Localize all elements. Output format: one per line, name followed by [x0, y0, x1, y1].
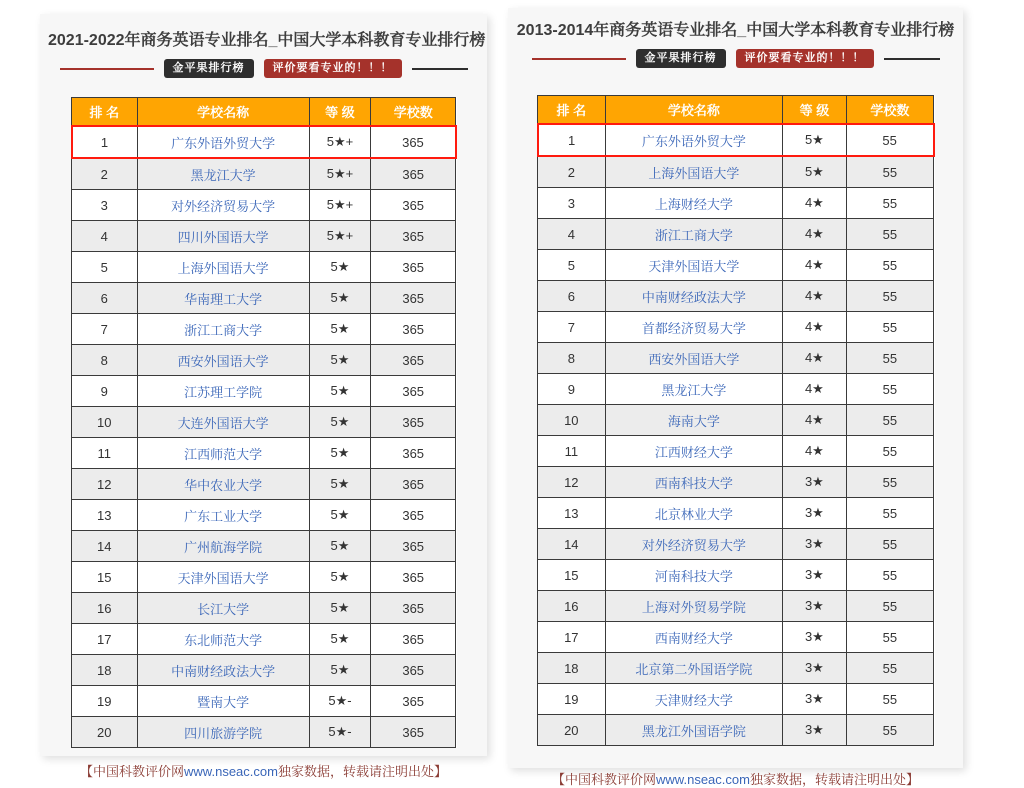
- rank-cell: 17: [538, 622, 606, 653]
- source-note: [508, 769, 963, 788]
- school-count-cell: 365: [371, 717, 456, 748]
- school-name-cell[interactable]: 四川外国语大学: [137, 221, 309, 252]
- school-count-cell: 55: [846, 124, 933, 156]
- school-name-cell[interactable]: 西安外国语大学: [137, 345, 309, 376]
- school-name-cell[interactable]: 四川旅游学院: [137, 717, 309, 748]
- school-count-cell: 365: [371, 686, 456, 717]
- school-count-cell: 55: [846, 436, 933, 467]
- school-name-cell[interactable]: 江西财经大学: [605, 436, 782, 467]
- school-count-cell: 365: [371, 438, 456, 469]
- rank-cell: 11: [72, 438, 138, 469]
- rank-cell: 3: [538, 188, 606, 219]
- table-row: [538, 374, 934, 405]
- table-row: [538, 436, 934, 467]
- rank-cell: 12: [72, 469, 138, 500]
- rank-cell: 16: [538, 591, 606, 622]
- grade-cell: 3★: [783, 529, 847, 560]
- school-name-cell[interactable]: 广东工业大学: [137, 500, 309, 531]
- school-count-cell: 365: [371, 624, 456, 655]
- rank-cell: 7: [538, 312, 606, 343]
- school-name-cell[interactable]: 西南科技大学: [605, 467, 782, 498]
- ranking-table: [71, 97, 457, 748]
- table-row: [72, 438, 456, 469]
- table-row: [538, 156, 934, 188]
- school-name-cell[interactable]: 海南大学: [605, 405, 782, 436]
- rank-cell: 20: [538, 715, 606, 746]
- grade-cell: 4★: [783, 312, 847, 343]
- school-name-cell[interactable]: 天津外国语大学: [137, 562, 309, 593]
- rank-cell: 14: [538, 529, 606, 560]
- school-count-cell: 365: [371, 158, 456, 190]
- grade-cell: 5★: [783, 124, 847, 156]
- table-header-row: [72, 98, 456, 127]
- table-row: [538, 653, 934, 684]
- grade-cell: 3★: [783, 622, 847, 653]
- table-row: [72, 531, 456, 562]
- school-count-cell: 55: [846, 622, 933, 653]
- rank-cell: 18: [538, 653, 606, 684]
- ranking-panel-2013-2014: [508, 8, 963, 787]
- grade-cell: 5★: [309, 345, 371, 376]
- rank-cell: 8: [538, 343, 606, 374]
- source-note: [40, 761, 487, 780]
- table-row: [72, 593, 456, 624]
- grade-cell: 5★: [309, 624, 371, 655]
- rank-cell: 5: [72, 252, 138, 283]
- school-count-cell: 55: [846, 498, 933, 529]
- school-count-cell: 55: [846, 188, 933, 219]
- table-row: [72, 345, 456, 376]
- school-count-cell: 55: [846, 405, 933, 436]
- column-header-rank: 排 名: [538, 96, 606, 125]
- school-name-cell[interactable]: 东北师范大学: [137, 624, 309, 655]
- column-header-school-count: 学校数: [846, 96, 933, 125]
- rank-cell: 1: [538, 124, 606, 156]
- grade-cell: 5★: [309, 593, 371, 624]
- column-header-school-name: 学校名称: [137, 98, 309, 127]
- grade-cell: 4★: [783, 374, 847, 405]
- rank-cell: 13: [72, 500, 138, 531]
- school-count-cell: 55: [846, 715, 933, 746]
- rank-cell: 1: [72, 126, 138, 158]
- school-name-cell[interactable]: 上海外国语大学: [137, 252, 309, 283]
- table-row: [538, 312, 934, 343]
- school-count-cell: 365: [371, 283, 456, 314]
- grade-cell: 5★: [309, 562, 371, 593]
- school-name-cell[interactable]: 河南科技大学: [605, 560, 782, 591]
- table-row: [72, 314, 456, 345]
- school-count-cell: 365: [371, 531, 456, 562]
- grade-cell: 5★: [309, 469, 371, 500]
- school-count-cell: 55: [846, 312, 933, 343]
- school-count-cell: 365: [371, 593, 456, 624]
- school-name-cell[interactable]: 对外经济贸易大学: [137, 190, 309, 221]
- grade-cell: 3★: [783, 684, 847, 715]
- grade-cell: 4★: [783, 188, 847, 219]
- table-row: [538, 281, 934, 312]
- table-row: [72, 158, 456, 190]
- school-name-cell[interactable]: 暨南大学: [137, 686, 309, 717]
- school-count-cell: 55: [846, 250, 933, 281]
- school-name-cell[interactable]: 大连外国语大学: [137, 407, 309, 438]
- table-row: [72, 252, 456, 283]
- school-count-cell: 365: [371, 252, 456, 283]
- grade-cell: 5★: [309, 531, 371, 562]
- column-header-grade: 等 级: [783, 96, 847, 125]
- school-count-cell: 55: [846, 343, 933, 374]
- rank-cell: 5: [538, 250, 606, 281]
- panel-title: 2013-2014年商务英语专业排名_中国大学本科教育专业排行榜: [516, 22, 955, 39]
- table-row: [538, 250, 934, 281]
- table-row: [538, 715, 934, 746]
- rank-cell: 6: [538, 281, 606, 312]
- grade-cell: 5★: [309, 407, 371, 438]
- table-row: [538, 684, 934, 715]
- table-row: [72, 376, 456, 407]
- school-name-cell[interactable]: 广东外语外贸大学: [137, 126, 309, 158]
- school-name-cell[interactable]: 上海财经大学: [605, 188, 782, 219]
- school-count-cell: 55: [846, 467, 933, 498]
- grade-cell: 3★: [783, 560, 847, 591]
- school-count-cell: 365: [371, 190, 456, 221]
- table-row: [72, 686, 456, 717]
- table-row: [72, 717, 456, 748]
- table-row: [72, 126, 456, 158]
- grade-cell: 3★: [783, 498, 847, 529]
- table-row: [538, 188, 934, 219]
- grade-cell: 4★: [783, 405, 847, 436]
- grade-cell: 4★: [783, 436, 847, 467]
- rank-cell: 15: [72, 562, 138, 593]
- grade-cell: 4★: [783, 343, 847, 374]
- jinpingguo-ranking-badge: 金平果排行榜: [636, 49, 726, 68]
- grade-cell: 5★-: [309, 717, 371, 748]
- table-row: [72, 624, 456, 655]
- table-row: [538, 560, 934, 591]
- source-note-suffix: 独家数据，转载请注明出处】: [749, 772, 919, 787]
- school-name-cell[interactable]: 黑龙江大学: [137, 158, 309, 190]
- school-name-cell[interactable]: 天津财经大学: [605, 684, 782, 715]
- rank-cell: 2: [538, 156, 606, 188]
- school-count-cell: 55: [846, 219, 933, 250]
- table-row: [538, 591, 934, 622]
- source-note-prefix: 【中国科教评价网: [80, 764, 185, 779]
- grade-cell: 5★+: [309, 126, 371, 158]
- school-name-cell[interactable]: 长江大学: [137, 593, 309, 624]
- grade-cell: 5★: [309, 252, 371, 283]
- grade-cell: 5★: [309, 283, 371, 314]
- table-row: [538, 343, 934, 374]
- school-name-cell[interactable]: 浙江工商大学: [137, 314, 309, 345]
- school-count-cell: 55: [846, 374, 933, 405]
- school-count-cell: 365: [371, 314, 456, 345]
- table-row: [538, 405, 934, 436]
- source-note-suffix: 独家数据，转载请注明出处】: [277, 764, 447, 779]
- badge-row: [508, 49, 963, 68]
- nseac-link[interactable]: www.nseac.com: [184, 764, 278, 779]
- school-count-cell: 365: [371, 469, 456, 500]
- rank-cell: 19: [72, 686, 138, 717]
- grade-cell: 5★: [309, 438, 371, 469]
- rank-cell: 10: [538, 405, 606, 436]
- rank-cell: 6: [72, 283, 138, 314]
- grade-cell: 4★: [783, 219, 847, 250]
- school-count-cell: 55: [846, 156, 933, 188]
- table-row: [72, 221, 456, 252]
- panel-title: 2021-2022年商务英语专业排名_中国大学本科教育专业排行榜: [48, 32, 486, 49]
- rank-cell: 8: [72, 345, 138, 376]
- school-count-cell: 365: [371, 407, 456, 438]
- slogan-badge: 评价要看专业的！！！: [264, 59, 402, 78]
- rank-cell: 17: [72, 624, 138, 655]
- school-count-cell: 365: [371, 562, 456, 593]
- grade-cell: 5★+: [309, 158, 371, 190]
- ranking-table: [537, 95, 935, 746]
- grade-cell: 5★: [309, 376, 371, 407]
- rank-cell: 16: [72, 593, 138, 624]
- school-name-cell[interactable]: 北京第二外国语学院: [605, 653, 782, 684]
- rank-cell: 9: [72, 376, 138, 407]
- school-name-cell[interactable]: 浙江工商大学: [605, 219, 782, 250]
- table-row: [538, 219, 934, 250]
- table-row: [538, 467, 934, 498]
- school-name-cell[interactable]: 中南财经政法大学: [605, 281, 782, 312]
- column-header-school-count: 学校数: [371, 98, 456, 127]
- school-name-cell[interactable]: 广东外语外贸大学: [605, 124, 782, 156]
- school-count-cell: 365: [371, 655, 456, 686]
- rank-cell: 7: [72, 314, 138, 345]
- grade-cell: 3★: [783, 591, 847, 622]
- rank-cell: 19: [538, 684, 606, 715]
- table-row: [72, 562, 456, 593]
- school-name-cell[interactable]: 对外经济贸易大学: [605, 529, 782, 560]
- school-name-cell[interactable]: 黑龙江大学: [605, 374, 782, 405]
- rank-cell: 9: [538, 374, 606, 405]
- school-name-cell[interactable]: 华中农业大学: [137, 469, 309, 500]
- jinpingguo-ranking-badge: 金平果排行榜: [164, 59, 254, 78]
- table-row: [538, 124, 934, 156]
- grade-cell: 5★-: [309, 686, 371, 717]
- nseac-link[interactable]: www.nseac.com: [656, 772, 750, 787]
- divider-line-red: [532, 58, 626, 60]
- ranking-panel-2021-2022: [40, 14, 487, 779]
- table-row: [72, 469, 456, 500]
- divider-line-black: [412, 68, 468, 70]
- table-row: [72, 500, 456, 531]
- rank-cell: 2: [72, 158, 138, 190]
- grade-cell: 4★: [783, 250, 847, 281]
- school-count-cell: 365: [371, 500, 456, 531]
- school-count-cell: 55: [846, 529, 933, 560]
- school-name-cell[interactable]: 上海对外贸易学院: [605, 591, 782, 622]
- school-name-cell[interactable]: 黑龙江外国语学院: [605, 715, 782, 746]
- school-name-cell[interactable]: 西安外国语大学: [605, 343, 782, 374]
- grade-cell: 5★+: [309, 221, 371, 252]
- school-count-cell: 55: [846, 560, 933, 591]
- rank-cell: 4: [72, 221, 138, 252]
- rank-cell: 10: [72, 407, 138, 438]
- table-row: [72, 190, 456, 221]
- grade-cell: 4★: [783, 281, 847, 312]
- source-note-prefix: 【中国科教评价网: [552, 772, 657, 787]
- table-row: [538, 498, 934, 529]
- table-header-row: [538, 96, 934, 125]
- slogan-badge: 评价要看专业的！！！: [736, 49, 874, 68]
- rank-cell: 3: [72, 190, 138, 221]
- table-row: [538, 622, 934, 653]
- school-count-cell: 365: [371, 221, 456, 252]
- rank-cell: 4: [538, 219, 606, 250]
- school-name-cell[interactable]: 中南财经政法大学: [137, 655, 309, 686]
- school-name-cell[interactable]: 江苏理工学院: [137, 376, 309, 407]
- grade-cell: 3★: [783, 653, 847, 684]
- rank-cell: 12: [538, 467, 606, 498]
- rank-cell: 13: [538, 498, 606, 529]
- school-name-cell[interactable]: 江西师范大学: [137, 438, 309, 469]
- school-name-cell[interactable]: 北京林业大学: [605, 498, 782, 529]
- school-name-cell[interactable]: 首都经济贸易大学: [605, 312, 782, 343]
- table-row: [72, 655, 456, 686]
- rank-cell: 18: [72, 655, 138, 686]
- divider-line-red: [60, 68, 154, 70]
- grade-cell: 5★+: [309, 190, 371, 221]
- column-header-rank: 排 名: [72, 98, 138, 127]
- school-name-cell[interactable]: 西南财经大学: [605, 622, 782, 653]
- grade-cell: 5★: [309, 314, 371, 345]
- table-row: [538, 529, 934, 560]
- grade-cell: 5★: [309, 500, 371, 531]
- table-row: [72, 407, 456, 438]
- column-header-school-name: 学校名称: [605, 96, 782, 125]
- school-name-cell[interactable]: 天津外国语大学: [605, 250, 782, 281]
- school-count-cell: 365: [371, 345, 456, 376]
- school-count-cell: 55: [846, 653, 933, 684]
- grade-cell: 5★: [309, 655, 371, 686]
- school-count-cell: 365: [371, 126, 456, 158]
- school-count-cell: 55: [846, 684, 933, 715]
- school-count-cell: 55: [846, 591, 933, 622]
- rank-cell: 14: [72, 531, 138, 562]
- rank-cell: 20: [72, 717, 138, 748]
- school-name-cell[interactable]: 华南理工大学: [137, 283, 309, 314]
- rank-cell: 11: [538, 436, 606, 467]
- divider-line-black: [884, 58, 940, 60]
- table-row: [72, 283, 456, 314]
- grade-cell: 5★: [783, 156, 847, 188]
- rank-cell: 15: [538, 560, 606, 591]
- badge-row: [40, 59, 487, 78]
- column-header-grade: 等 级: [309, 98, 371, 127]
- grade-cell: 3★: [783, 715, 847, 746]
- school-count-cell: 365: [371, 376, 456, 407]
- school-name-cell[interactable]: 上海外国语大学: [605, 156, 782, 188]
- school-count-cell: 55: [846, 281, 933, 312]
- school-name-cell[interactable]: 广州航海学院: [137, 531, 309, 562]
- grade-cell: 3★: [783, 467, 847, 498]
